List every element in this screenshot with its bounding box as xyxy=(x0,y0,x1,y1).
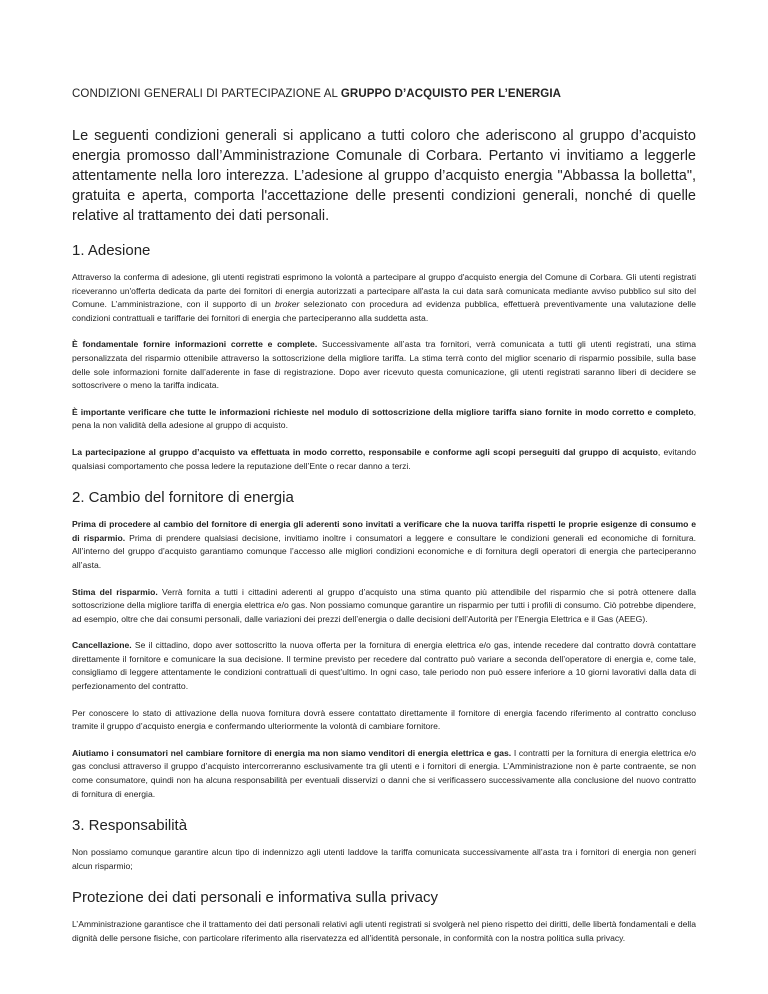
text-bold: Prima di procedere al cambio del fornitore di energia gli aderenti sono invitati a verificare che la nuova tariffa rispetti le proprie esigenze di consumo e di risparmio. xyxy=(72,519,696,543)
section-heading-privacy: Protezione dei dati personali e informativa sulla privacy xyxy=(72,889,439,907)
adesione-paragraph-3 xyxy=(72,406,696,433)
cambio-paragraph-1 xyxy=(72,518,696,572)
text-run: I contratti per la fornitura di energia elettrica e/o gas conclusi attraverso il gruppo d’acquisto intercorreranno esclusivamente tra gli utenti e i fornitori di energia. L’Amministrazione non è parte contraente, se non come consumatore, quindi non ha alcuna responsabilità per eventuali disservizi o danni che si verificassero successivamente alla conclusione del nuovo contratto di fornitura di energia. xyxy=(72,747,696,799)
title-plain: CONDIZIONI GENERALI DI PARTECIPAZIONE AL xyxy=(72,88,341,100)
privacy-paragraph-1: L’Amministrazione garantisce che il trattamento dei dati personali relativi agli utenti registrati si svolgerà nel pieno rispetto dei diritti, delle libertà fondamentali e della dignità delle persone fisiche, con particolare riferimento alla riservatezza ed all'identità personale, in conformità con la nostra politica sulla privacy. xyxy=(72,919,696,943)
text-bold: Cancellazione. xyxy=(72,640,132,651)
text-run: selezionato con procedura ad evidenza pubblica, effettuerà preventivamente una valutazione delle condizioni contrattuali e tariffarie dei fornitori di energia che parteciperanno alla suddetta asta. xyxy=(72,299,696,323)
document-title xyxy=(72,88,696,100)
text-run: Verrà fornita a tutti i cittadini aderenti al gruppo d’acquisto una stima quanto più attendibile del risparmio che si potrà ottenere dalla sottoscrizione della migliore tariffa di energia elettrica e/o gas. Non possiamo comunque garantire un risparmio per tutti i profili di consumo. Ciò potrebbe dipendere, ad esempio, oltre che dai consumi personali, dalle variazioni dei prezzi dell’energia o dalle decisioni dell’Autorità per l’Energia Elettrica e il Gas (AEEG). xyxy=(72,586,696,624)
intro-paragraph: Le seguenti condizioni generali si applicano a tutti coloro che aderiscono al gruppo d’acquisto energia promosso dall’Amministrazione Comunale di Corbara. Pertanto vi invitiamo a leggerle attentamente nella loro interezza. L’adesione al gruppo d’acquisto energia "Abbassa la bolletta", gratuita e aperta, comporta l'accettazione delle presenti condizioni generali, nonché di quelle relative al trattamento dei dati personali. xyxy=(72,128,696,224)
adesione-paragraph-4 xyxy=(72,446,696,473)
title-bold: GRUPPO D’ACQUISTO PER L’ENERGIA xyxy=(340,88,562,100)
cambio-paragraph-3 xyxy=(72,639,696,693)
cambio-paragraph-2 xyxy=(72,586,696,627)
text-run: Attraverso la conferma di adesione, gli utenti registrati esprimono la volontà a partecipare al gruppo d'acquisto energia del Comune di Corbara. Gli utenti registrati riceveranno un'offerta dedicata da parte dei fornitori di energia autorizzati a partecipare all'asta la cui data sarà comunicata mediante avviso pubblico sul sito del Comune. L’amministrazione, con il supporto di un xyxy=(72,272,696,310)
text-run: Prima di prendere qualsiasi decisione, invitiamo inoltre i consumatori a leggere e consultare le condizioni generali ed economiche di fornitura. All’interno del gruppo d’acquisto garantiamo comunque l’accesso alle migliori condizioni economiche e di fornitura degli operatori di energia che parteciperanno all’asta. xyxy=(72,532,697,570)
text-bold: È fondamentale fornire informazioni corrette e complete. xyxy=(72,339,318,350)
text-bold: Stima del risparmio. xyxy=(72,586,158,597)
section-heading-adesione: 1. Adesione xyxy=(72,242,151,259)
text-run: Se il cittadino, dopo aver sottoscritto la nuova offerta per la fornitura di energia elettrica e/o gas, intende recedere dal contratto dovrà contattare direttamente il fornitore e comunicare la sua decisione. Il termine previsto per recedere dal contratto può variare a seconda dell’operatore di energia e, come tale, consigliamo di leggere attentamente le condizioni contrattuali di quest’ultimo. In ogni caso, tale periodo non può essere inferiore a 10 giorni lavorativi dalla data di perfezionamento del contratto. xyxy=(72,640,696,692)
section-heading-responsabilita: 3. Responsabilità xyxy=(72,817,188,835)
cambio-paragraph-5 xyxy=(72,747,696,801)
adesione-paragraph-1 xyxy=(72,271,696,325)
adesione-paragraph-2 xyxy=(72,338,696,392)
text-run: , evitando qualsiasi comportamento che possa ledere la reputazione dell’Ente o recar danno a terzi. xyxy=(72,446,696,471)
cambio-paragraph-4: Per conoscere lo stato di attivazione della nuova fornitura dovrà essere contattato direttamente il fornitore di energia facendo riferimento al contratto concluso tramite il gruppo d’acquisto energia e confermando ulteriormente la volontà di cambiare fornitore. xyxy=(72,707,696,732)
text-bold: La partecipazione al gruppo d’acquisto va effettuata in modo corretto, responsabile e conforme agli scopi perseguiti dal gruppo di acquisto xyxy=(72,446,658,457)
text-italic: broker xyxy=(275,299,300,310)
section-heading-cambio-fornitore: 2. Cambio del fornitore di energia xyxy=(72,489,294,507)
text-run: , pena la non validità della adesione al gruppo di acquisto. xyxy=(72,406,696,431)
text-run: Successivamente all’asta tra fornitori, verrà comunicata a tutti gli utenti registrati, una stima personalizzata del risparmio ottenibile attraverso la sottoscrizione della migliore tariffa. La stima terrà conto del miglior scenario di risparmio possibile, sulla base delle sole informazioni fornite dall’aderente in fase di registrazione. Dopo aver ricevuto questa comunicazione, gli utenti registrati saranno liberi di decidere se sottoscrivere o meno la tariffa indicata. xyxy=(72,339,696,391)
text-bold: È importante verificare che tutte le informazioni richieste nel modulo di sottoscrizione della migliore tariffa siano fornite in modo corretto e completo xyxy=(72,406,694,417)
responsabilita-paragraph-1: Non possiamo comunque garantire alcun tipo di indennizzo agli utenti laddove la tariffa comunicata successivamente all’asta tra i fornitori di energia non generi alcun risparmio; xyxy=(72,847,696,871)
text-bold: Aiutiamo i consumatori nel cambiare fornitore di energia ma non siamo venditori di energia elettrica e gas. xyxy=(72,747,512,758)
